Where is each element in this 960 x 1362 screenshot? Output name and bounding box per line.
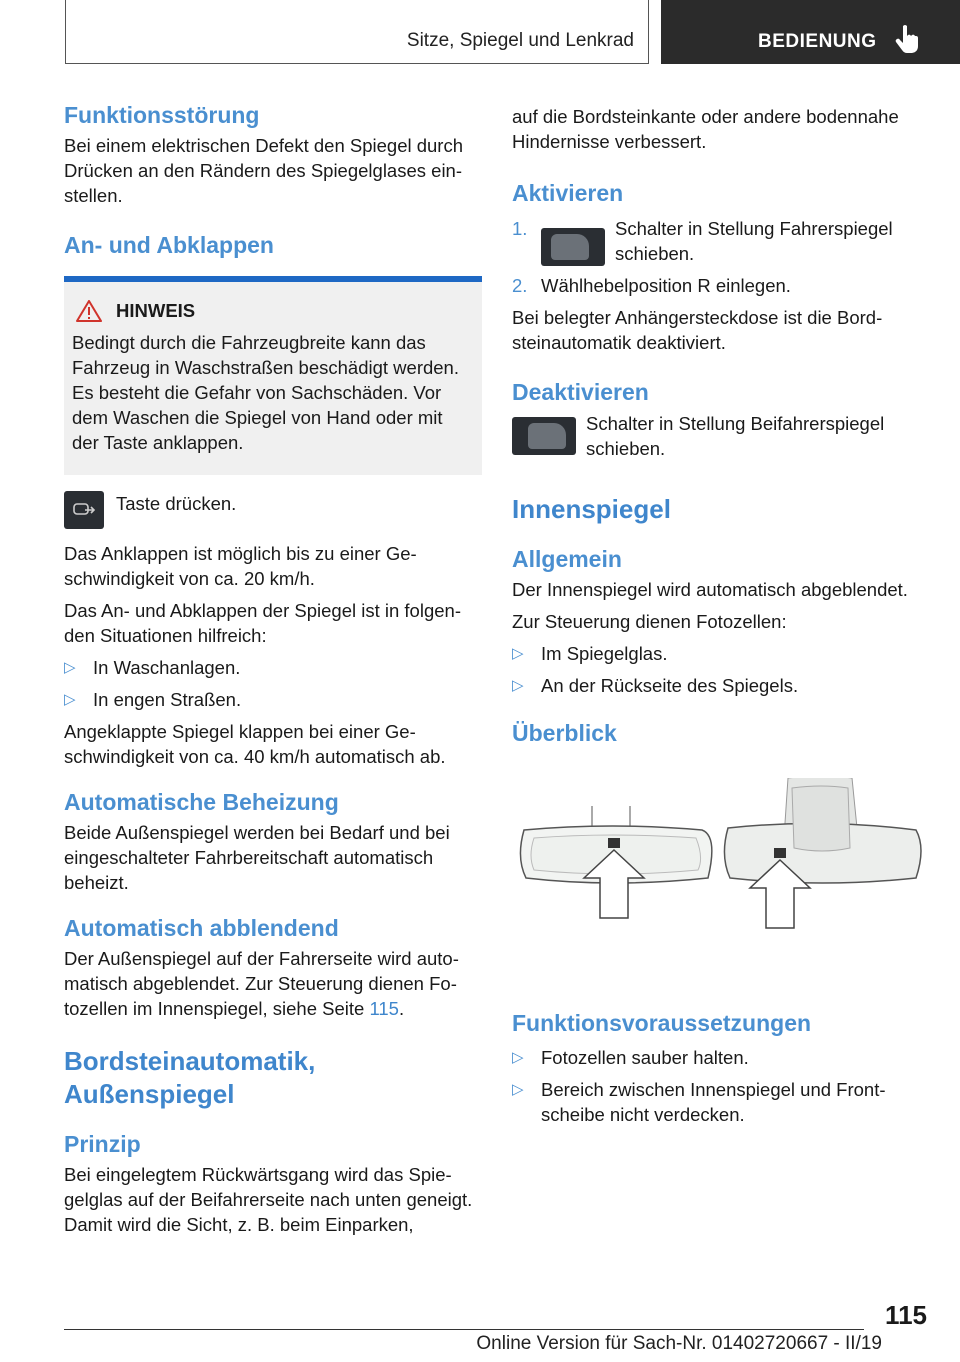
list-item: ▷ An der Rückseite des Spiegels.: [512, 675, 799, 696]
heading-funktionsvoraussetzungen: Funktionsvoraussetzungen: [512, 1010, 812, 1036]
text-angeklappt: Angeklappte Spiegel klappen bei einer Geschwindigkeit von ca. 40 km/h automatisch ab.: [64, 721, 446, 767]
list-item: ▷ In Waschanlagen.: [64, 657, 241, 678]
text-beheizung: Beide Außenspiegel werden bei Bedarf und bei eingeschalteter Fahrbereitschaft automatisch beheizt.: [64, 822, 450, 893]
mirror-fold-button-image: [64, 491, 104, 529]
list-item: 1. Schalter in Stellung Fahrerspiegel schieben.: [512, 218, 893, 264]
bullet-triangle-icon: ▷: [512, 1081, 524, 1098]
text-situationen: Das An- und Abklappen der Spiegel ist in folgenden Situationen hilfreich:: [64, 600, 461, 646]
list-item: ▷ Bereich zwischen Innenspiegel und Frontscheibe nicht verdecken.: [512, 1079, 886, 1125]
heading-bordstein-1: Bordsteinautomatik,: [64, 1046, 316, 1076]
fold-button-row: [64, 491, 482, 529]
notice-box: [64, 276, 482, 475]
deactivate-row: [512, 411, 930, 461]
bullet-triangle-icon: ▷: [64, 691, 76, 708]
notice-title: HINWEIS: [116, 300, 196, 321]
header-chapter-box: [661, 0, 960, 64]
heading-prinzip: Prinzip: [64, 1131, 141, 1157]
warning-icon: [76, 300, 102, 322]
text-funktionsstoerung: Bei einem elektrischen Defekt den Spiegel durch Drücken an den Rändern des Spiegelglases einstellen.: [64, 135, 464, 206]
heading-innenspiegel: Innenspiegel: [512, 494, 671, 524]
switch-passenger-image: [512, 417, 576, 455]
text-prinzip-cont: auf die Bordsteinkante oder andere bodennahe Hindernisse verbessert.: [512, 106, 899, 152]
text-anhaenger: Bei belegter Anhängersteckdose ist die Bordsteinautomatik deaktiviert.: [512, 307, 883, 353]
header-section-box: [65, 0, 649, 64]
hand-pointer-icon: [895, 24, 921, 54]
bullet-triangle-icon: ▷: [64, 659, 76, 676]
text-abblendend: Der Außenspiegel auf der Fahrerseite wird automatisch abgeblendet. Zur Steuerung dienen Fotozellen im Innenspiegel, siehe Seite 115.: [64, 948, 459, 1019]
right-column: [512, 104, 930, 1127]
heading-deaktivieren: Deaktivieren: [512, 379, 649, 405]
list-item: 2. Wählhebelposition R einlegen.: [512, 275, 791, 296]
page-link[interactable]: 115: [369, 998, 399, 1019]
text-prinzip: Bei eingelegtem Rückwärtsgang wird das Spiegelglas auf der Beifahrerseite nach unten geneigt. Damit wird die Sicht, z. B. beim Einparken,: [64, 1164, 473, 1235]
heading-beheizung: Automatische Beheizung: [64, 789, 339, 815]
switch-driver-image: [541, 228, 605, 266]
heading-ueberblick: Überblick: [512, 720, 617, 746]
text-allgemein: Der Innenspiegel wird automatisch abgeblendet.: [512, 579, 908, 600]
heading-bordstein-2: Außenspiegel: [64, 1079, 235, 1109]
list-item: ▷ Fotozellen sauber halten.: [512, 1047, 749, 1068]
left-column: [64, 100, 482, 1237]
heading-abblendend: Automatisch abblendend: [64, 915, 339, 941]
page-number: 115: [885, 1300, 927, 1330]
heading-an-abklappen: An- und Abklappen: [64, 232, 274, 258]
bullet-triangle-icon: ▷: [512, 677, 524, 694]
mirror-illustration: [512, 778, 930, 938]
bullet-triangle-icon: ▷: [512, 645, 524, 662]
heading-aktivieren: Aktivieren: [512, 180, 624, 206]
notice-text: Bedingt durch die Fahrzeugbreite kann das Fahrzeug in Waschstraßen beschädigt werden. Es besteht die Gefahr von Sachschäden. Vor dem Waschen die Spiegel von Hand oder mit der Taste anklappen.: [72, 332, 459, 453]
interior-mirror-diagram: [512, 778, 930, 938]
heading-allgemein: Allgemein: [512, 546, 622, 572]
footer-text: Online Version für Sach-Nr. 01402720667 - II/19: [476, 1333, 882, 1354]
header-section-title: Sitze, Spiegel und Lenkrad: [406, 30, 634, 51]
header-chapter-title: BEDIENUNG: [758, 31, 877, 52]
text-deaktivieren: Schalter in Stellung Beifahrerspiegel schieben.: [586, 413, 885, 459]
text-anklappen: Das Anklappen ist möglich bis zu einer Geschwindigkeit von ca. 20 km/h.: [64, 543, 417, 589]
list-item: ▷ In engen Straßen.: [64, 689, 242, 710]
footer-divider: [64, 1329, 864, 1330]
mirror-fold-icon: [71, 501, 97, 519]
text-steuerung: Zur Steuerung dienen Fotozellen:: [512, 611, 787, 632]
list-item: ▷ Im Spiegelglas.: [512, 643, 668, 664]
bullet-triangle-icon: ▷: [512, 1049, 524, 1066]
heading-funktionsstoerung: Funktionsstörung: [64, 102, 260, 128]
text-taste: Taste drücken.: [116, 493, 237, 514]
